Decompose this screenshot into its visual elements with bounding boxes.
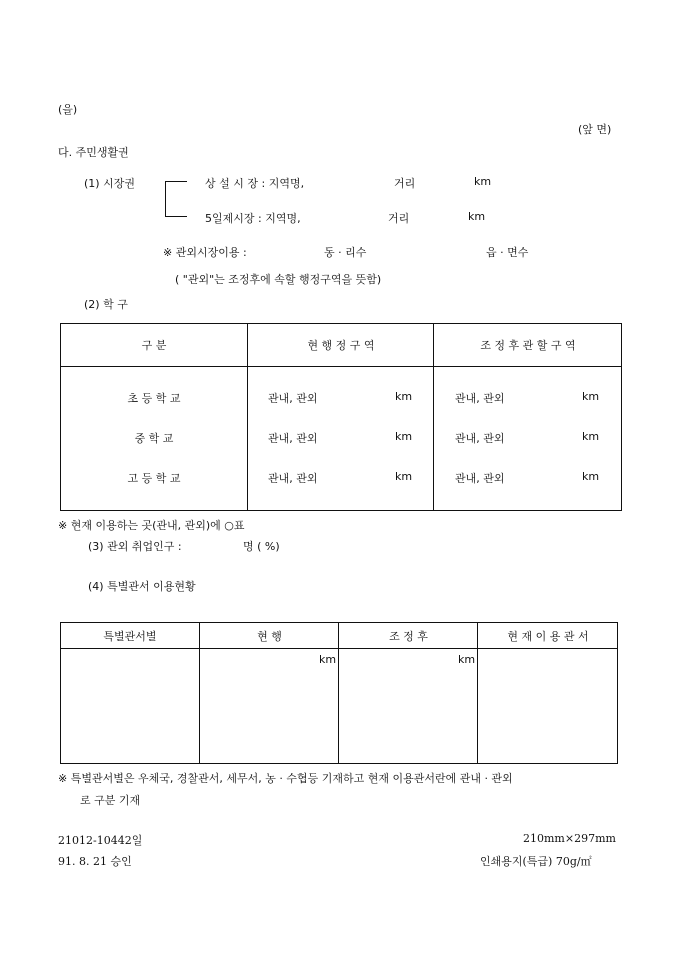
market-line1-label: 상 설 시 장 : 지역명,	[205, 177, 305, 190]
bracket-top-line	[165, 181, 187, 182]
school-row-current: 관내, 관외	[268, 472, 318, 485]
outside-market-dong: 동 · 리수	[324, 246, 367, 259]
school-row-name: 고 등 학 교	[127, 472, 181, 485]
school-footnote: ※ 현재 이용하는 곳(관내, 관외)에 ○표	[58, 519, 245, 532]
school-row-current: 관내, 관외	[268, 432, 318, 445]
bracket-vertical-line	[165, 181, 166, 216]
school-row-current-unit: km	[395, 390, 413, 403]
market-line2-unit: km	[468, 210, 486, 223]
school-header-category: 구 분	[141, 339, 167, 352]
special-heading: (4) 특별관서 이용현황	[88, 580, 196, 593]
special-header-current: 현 행	[257, 630, 282, 643]
school-row-current-unit: km	[395, 430, 413, 443]
paper-spec: 인쇄용지(특급) 70g/㎡	[480, 855, 592, 868]
school-row-name: 초 등 학 교	[127, 392, 181, 405]
school-row-after-unit: km	[582, 390, 600, 403]
bracket-bottom-line	[165, 216, 187, 217]
school-row-after-unit: km	[582, 470, 600, 483]
market-line1-distance: 거리	[394, 177, 416, 190]
special-table-header-divider	[60, 648, 618, 649]
special-current-unit: km	[319, 653, 337, 666]
special-footnote-line1: ※ 특별관서별은 우체국, 경찰관서, 세무서, 농 · 수협등 기재하고 현재 이용관서란에 관내 · 관외	[58, 772, 513, 785]
school-row-name: 중 학 교	[134, 432, 174, 445]
form-label: (을)	[58, 103, 78, 116]
special-header-after: 조 정 후	[389, 630, 428, 643]
school-row-current: 관내, 관외	[268, 392, 318, 405]
market-line2-distance: 거리	[388, 212, 410, 225]
market-line1-unit: km	[474, 175, 492, 188]
special-after-unit: km	[458, 653, 476, 666]
school-row-after: 관내, 관외	[455, 432, 505, 445]
outside-market-eup: 읍 · 면수	[486, 246, 529, 259]
market-line2-label: 5일제시장 : 지역명,	[205, 212, 301, 225]
special-header-in-use: 현 재 이 용 관 서	[507, 630, 589, 643]
outside-note: ( "관외"는 조정후에 속할 행정구역을 뜻함)	[175, 273, 382, 286]
employment-unit: 명 ( %)	[243, 540, 280, 553]
school-header-current: 현 행 정 구 역	[307, 339, 375, 352]
school-row-after: 관내, 관외	[455, 472, 505, 485]
school-table-header-divider	[60, 366, 622, 367]
employment-label: (3) 관외 취업인구 :	[88, 540, 182, 553]
school-row-after: 관내, 관외	[455, 392, 505, 405]
section-title: 다. 주민생활권	[58, 146, 129, 159]
special-footnote-line2: 로 구분 기재	[80, 794, 141, 807]
special-header-office: 특별관서별	[103, 630, 157, 643]
market-heading: (1) 시장권	[84, 177, 135, 190]
paper-size: 210mm×297mm	[523, 832, 616, 845]
page-side-label: (앞 면)	[578, 123, 612, 136]
approval-date: 91. 8. 21 승인	[58, 855, 132, 868]
school-heading: (2) 학 구	[84, 298, 128, 311]
school-row-current-unit: km	[395, 470, 413, 483]
school-header-after: 조 정 후 관 할 구 역	[480, 339, 576, 352]
outside-market-label: ※ 관외시장이용 :	[163, 246, 247, 259]
school-row-after-unit: km	[582, 430, 600, 443]
form-code: 21012-10442일	[58, 834, 143, 847]
